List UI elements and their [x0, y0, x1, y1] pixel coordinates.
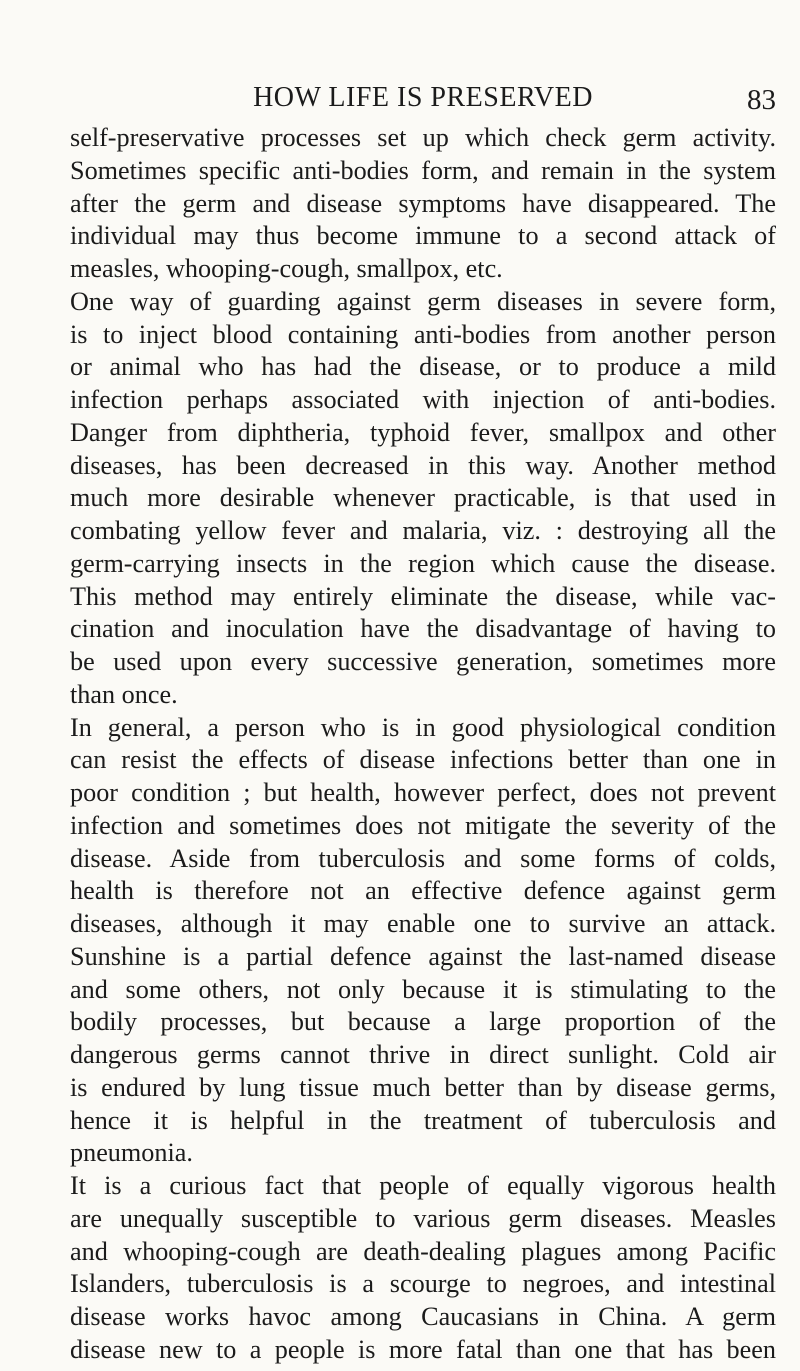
text-line: Sunshine is a partial defence against the last-named disease [70, 941, 776, 971]
text-line: individual may thus become immune to a second attack of [70, 221, 776, 251]
text-line: Sometimes specific anti-bodies form, and remain in the system [70, 155, 776, 185]
text-line: disease. Aside from tuberculosis and some forms of colds, [70, 843, 776, 873]
body-text [70, 122, 776, 1367]
text-line: is endured by lung tissue much better than by disease germs, [70, 1072, 776, 1102]
text-line: and some others, not only because it is stimulating to the [70, 974, 776, 1004]
text-line: diseases, although it may enable one to survive an attack. [70, 909, 776, 938]
text-line: can resist the effects of disease infections better than one in [70, 745, 776, 775]
text-line: Islanders, tuberculosis is a scourge to negroes, and intestinal [70, 1269, 776, 1299]
text-line: infection and sometimes does not mitigate the severity of the [70, 810, 776, 840]
text-line: cination and inoculation have the disadvantage of having to [70, 614, 776, 644]
text-line: poor condition ; but health, however perfect, does not prevent [70, 778, 776, 807]
page-header [70, 80, 776, 120]
text-line: health is therefore not an effective defence against germ [70, 876, 776, 906]
text-line: bodily processes, but because a large proportion of the [70, 1007, 776, 1037]
text-line: than once. [70, 679, 178, 709]
text-line: measles, whooping-cough, smallpox, etc. [70, 254, 503, 283]
text-line: be used upon every successive generation, sometimes more [70, 647, 776, 676]
page-number: 83 [747, 84, 776, 116]
text-line: after the germ and disease symptoms have disappeared. The [70, 188, 776, 218]
text-line: is to inject blood containing anti-bodies from another person [70, 319, 776, 349]
text-line: much more desirable whenever practicable, is that used in [70, 483, 776, 513]
text-line: dangerous germs cannot thrive in direct sunlight. Cold air [70, 1040, 776, 1069]
text-line: Danger from diphtheria, typhoid fever, smallpox and other [70, 417, 776, 447]
text-line: This method may entirely eliminate the disease, while vac- [70, 581, 776, 611]
text-line: In general, a person who is in good physiological condition [70, 712, 776, 742]
text-line: It is a curious fact that people of equally vigorous health [70, 1171, 776, 1200]
text-line: disease new to a people is more fatal than one that has been [70, 1334, 776, 1364]
text-line: One way of guarding against germ diseases in severe form, [70, 286, 776, 316]
text-line: germ-carrying insects in the region which cause the disease. [70, 548, 776, 578]
text-line: or animal who has had the disease, or to produce a mild [70, 352, 776, 382]
text-line: infection perhaps associated with injection of anti-bodies. [70, 385, 776, 414]
text-line: hence it is helpful in the treatment of tuberculosis and [70, 1105, 776, 1135]
running-title: HOW LIFE IS PRESERVED [253, 82, 593, 113]
text-line: disease works havoc among Caucasians in China. A germ [70, 1302, 776, 1331]
text-line: diseases, has been decreased in this way. Another method [70, 450, 776, 480]
text-line: combating yellow fever and malaria, viz. : destroying all the [70, 516, 776, 545]
text-line: and whooping-cough are death-dealing plagues among Pacific [70, 1236, 776, 1266]
text-line: self-preservative processes set up which check germ activity. [70, 123, 776, 152]
text-line: are unequally susceptible to various germ diseases. Measles [70, 1203, 776, 1233]
text-line: pneumonia. [70, 1138, 193, 1168]
